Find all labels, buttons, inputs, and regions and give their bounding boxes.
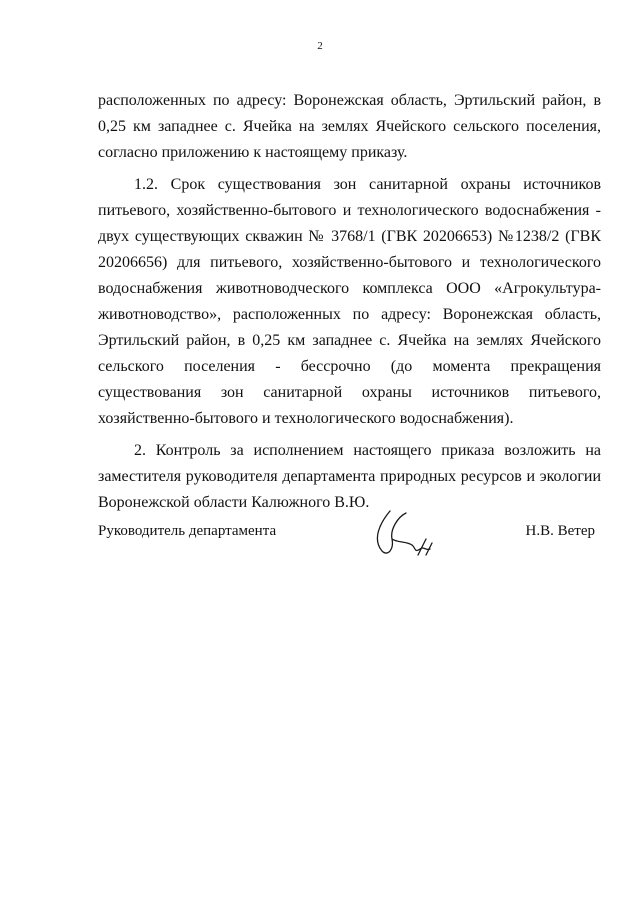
paragraph-1-2: 1.2. Срок существования зон санитарной охраны источников питьевого, хозяйственно-бытового и технологического водоснабжения - двух существующих скважин № 3768/1 (ГВК 20206653) №1238/2 (ГВК 20206656) для питьевого, хозяйственно-бытового и технологического водоснабжения животноводческого комплекса ООО «Агрокультура-животноводство», расположенных по адресу: Воронежская область, Эртильский район, в 0,25 км западнее с. Ячейка на землях Ячейского сельского поселения - бессрочно (до момента прекращения существования зон санитарной охраны источников питьевого, хозяйственно-бытового и технологического водоснабжения). — [98, 176, 601, 427]
paragraph-2: 2. Контроль за исполнением настоящего приказа возложить на заместителя руководителя департамента природных ресурсов и экологии Воронежской области Калюжного В.Ю. — [98, 442, 601, 511]
signatory-name: Н.В. Ветер — [525, 523, 595, 539]
handwritten-signature — [368, 505, 448, 565]
signature-block — [98, 505, 601, 575]
paragraph-continuation: расположенных по адресу: Воронежская область, Эртильский район, в 0,25 км западнее с. Ячейка на землях Ячейского сельского поселения, согласно приложению к настоящему приказу. — [98, 92, 601, 161]
page-number: 2 — [317, 40, 323, 52]
signatory-title: Руководитель департамента — [98, 523, 277, 539]
document-body — [98, 88, 601, 522]
